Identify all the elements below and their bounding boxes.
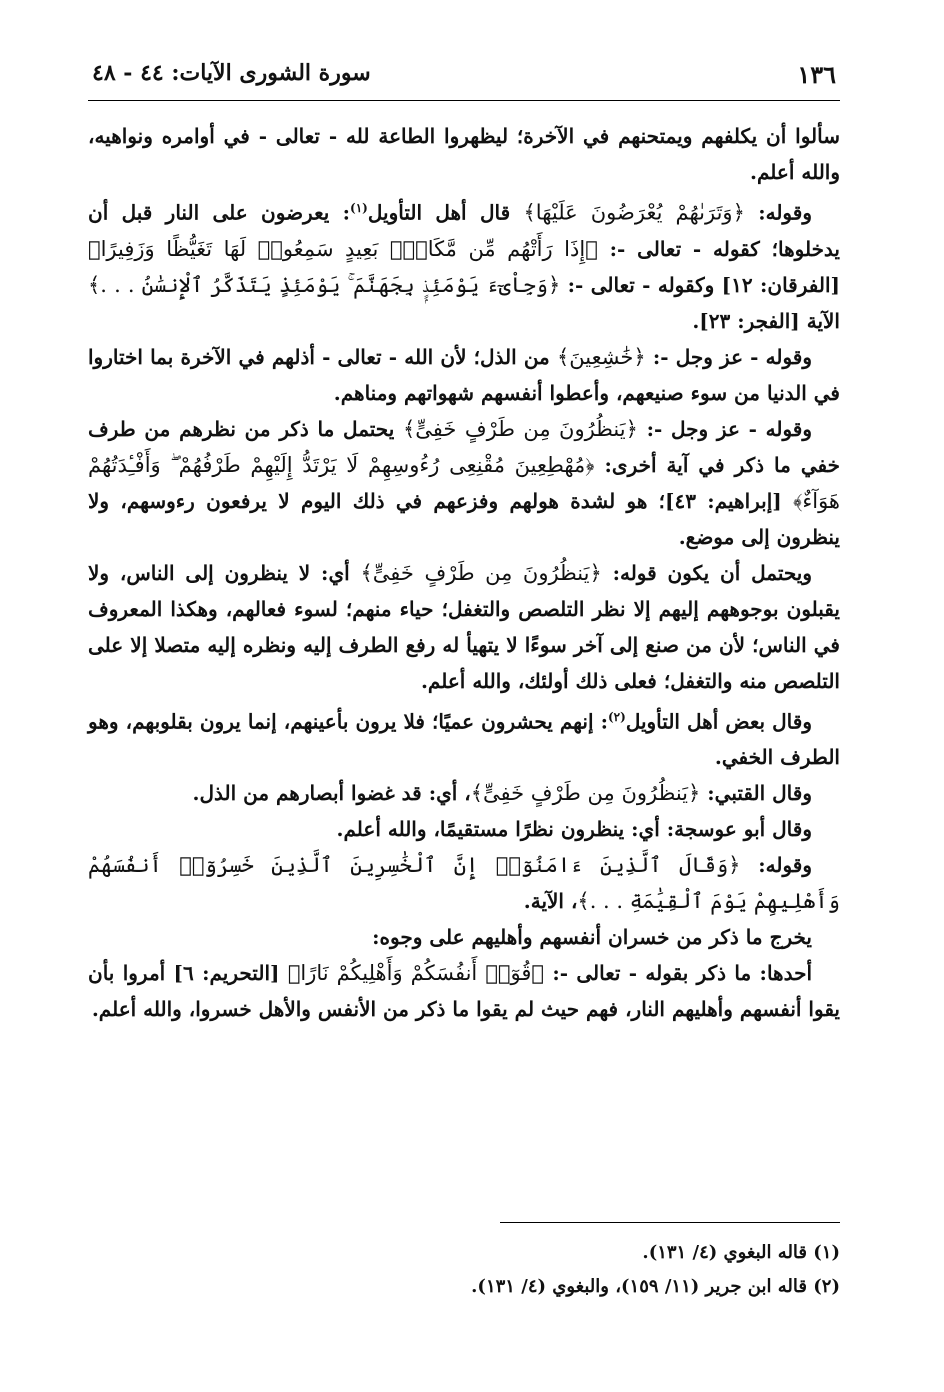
quran-quote: ﴿يَنظُرُونَ مِن طَرْفٍ خَفِىٍّ﴾ — [470, 781, 701, 806]
footnote: (١) قاله البغوي (٤/ ١٣١). — [642, 1242, 840, 1263]
footnote-ref: (٢) — [607, 709, 626, 724]
page-body — [88, 118, 840, 1027]
text-run: [التحريم: ٦] أمروا بأن يقوا أنفسهم وأهليهم النار، فهم حيث لم يقوا ما ذكر من الأنفس والأهل خسروا، والله أعلم. — [88, 961, 840, 1022]
footnote: (٢) قاله ابن جرير (١١/ ١٥٩)، والبغوي (٤/ ١٣١). — [471, 1276, 840, 1297]
book-page — [88, 0, 840, 1392]
text-run: وقال القتبي: — [700, 781, 812, 806]
text-run: وقوله: — [740, 853, 812, 878]
paragraph — [88, 699, 840, 776]
page-number: ١٣٦ — [797, 60, 836, 89]
text-run: يحتمل ما ذكر من نظرهم من طرف خفي ما ذكر في آية أخرى: — [88, 416, 841, 477]
text-run: : يعرضون على النار قبل أن يدخلوها؛ كقوله - تعالى -: — [88, 200, 840, 261]
paragraph — [88, 411, 840, 555]
text-run: من الذل؛ لأن الله - تعالى - أذلهم في الآخرة بما اختاروا في الدنيا من سوء صنيعهم، وأعطوا أنفسهم شهواتهم ومناهم. — [88, 344, 840, 405]
paragraph — [88, 190, 840, 339]
quran-quote: ﴿وَجِاْىٓءَ يَوْمَئِذٍۭ بِجَهَنَّمَ ۚ يَوْمَئِذٍ يَتَذَكَّرُ ٱلْإِنسَٰنُ . . .﴾ — [88, 272, 561, 297]
quran-quote: ﴿مُهْطِعِينَ مُقْنِعِى رُءُوسِهِمْ لَا يَرْتَدُّ إِلَيْهِمْ طَرْفُهُمْ ۖ وَأَفْـِٔدَتُهُمْ هَوَآءٌ﴾ — [88, 452, 840, 513]
text-run: [إبراهيم: ٤٣]؛ هو لشدة هولهم وفزعهم في ذلك اليوم لا يرفعون رءوسهم، ولا ينظرون إلى موضع. — [88, 488, 840, 549]
quran-quote: ﴿وَتَرَىٰهُمْ يُعْرَضُونَ عَلَيْهَا﴾ — [523, 200, 745, 225]
paragraph — [88, 339, 840, 411]
quran-quote: ﴿إِذَا رَأَتْهُم مِّن مَّكَانٍۭ بَعِيدٍ سَمِعُوا۟ لَهَا تَغَيُّظًا وَزَفِيرًا﴾ — [88, 236, 598, 261]
text-run: أحدها: ما ذكر بقوله - تعالى -: — [544, 961, 813, 986]
quran-quote: ﴿يَنظُرُونَ مِن طَرْفٍ خَفِىٍّ﴾ — [403, 416, 638, 441]
text-run: وقوله: — [744, 200, 812, 225]
text-run: وقال أبو عوسجة: أي: ينظرون نظرًا مستقيمًا، والله أعلم. — [336, 817, 812, 842]
text-run: وقال بعض أهل التأويل — [625, 709, 812, 734]
text-run: ويحتمل أن يكون قوله: — [601, 560, 812, 585]
paragraph — [88, 811, 840, 847]
paragraph — [88, 118, 840, 190]
text-run: قال أهل التأويل — [367, 200, 524, 225]
footnote-rule — [500, 1222, 840, 1223]
quran-quote: ﴿قُوٓا۟ أَنفُسَكُمْ وَأَهْلِيكُمْ نَارًا﴾ — [287, 961, 545, 986]
footnotes — [88, 1236, 840, 1304]
running-title: سورة الشورى الآيات: ٤٤ - ٤٨ — [92, 60, 371, 86]
quran-quote: ﴿يَنظُرُونَ مِن طَرْفٍ خَفِىٍّ﴾ — [360, 560, 602, 585]
text-run: أي: لا ينظرون إلى الناس، ولا يقبلون بوجوههم إليهم إلا نظر التلصص والتغفل؛ حياء منهم؛ لسوء فعالهم، وهكذا المعروف في الناس؛ لأن من صنع إلى آخر سوءًا لا يتهيأ له رفع الطرف إليه ونظره إليه متصلا إلا على التلصص منه والتغفل؛ فعلى ذلك أولئك، والله أعلم. — [88, 560, 840, 693]
footnote-ref: (١) — [350, 201, 368, 215]
paragraph — [88, 847, 840, 919]
paragraph — [88, 919, 840, 955]
quran-quote: ﴿وَقَالَ ٱلَّذِينَ ءَامَنُوٓا۟ إِنَّ ٱلْخَٰسِرِينَ ٱلَّذِينَ خَسِرُوٓا۟ أَنفُسَهُمْ وَأَهْلِيهِمْ يَوْمَ ٱلْقِيَٰمَةِ . . .﴾ — [88, 853, 840, 914]
text-run: وقوله - عز وجل -: — [637, 416, 813, 441]
paragraph — [88, 775, 840, 811]
text-run: : إنهم يحشرون عميًا؛ فلا يرون بأعينهم، إنما يرون بقلوبهم، وهو الطرف الخفي. — [88, 709, 840, 770]
text-run: سألوا أن يكلفهم ويمتحنهم في الآخرة؛ ليظهروا الطاعة لله - تعالى - في أوامره ونواهيه، والله أعلم. — [88, 124, 840, 184]
text-run: ، أي: قد غضوا أبصارهم من الذل. — [192, 781, 471, 806]
text-run: وقوله - عز وجل -: — [645, 344, 812, 369]
header-rule — [88, 100, 840, 101]
text-run: ، الآية. — [523, 889, 578, 914]
text-run: الآية [الفجر: ٢٣]. — [692, 308, 840, 333]
page-header — [88, 60, 840, 94]
text-run: يخرج ما ذكر من خسران أنفسهم وأهليهم على وجوه: — [372, 925, 812, 950]
text-run: [الفرقان: ١٢] وكقوله - تعالى -: — [560, 272, 841, 297]
paragraph — [88, 955, 840, 1027]
quran-quote: ﴿خَٰشِعِينَ﴾ — [556, 344, 646, 369]
paragraph — [88, 555, 840, 699]
